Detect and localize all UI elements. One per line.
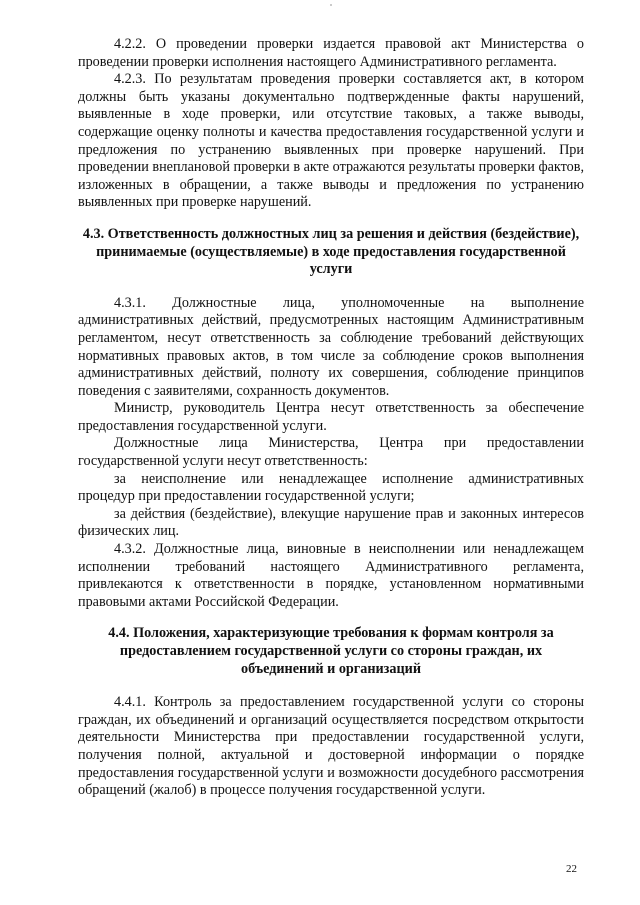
paragraph-officials-responsibility: Должностные лица Министерства, Центра при предоставлении государственной услуги несут ответственность: <box>78 435 584 470</box>
paragraph-actions-inaction: за действия (бездействие), влекущие нарушение прав и законных интересов физических лиц. <box>78 505 584 540</box>
section-4-4-title: 4.4. Положения, характеризующие требования к формам контроля за предоставлением государственной услуги со стороны граждан, их объединений и организаций <box>108 625 554 677</box>
paragraph-4-2-3: 4.2.3. По результатам проведения проверки составляется акт, в котором должны быть указаны документально подтвержденные факты нарушений, выявленные в ходе проверки, или отсутствие таковых, а также выводы, содержащие оценку полноты и качества предоставления государственной услуги и предложения по устранению выявленных при проверке нарушений. При проведении внеплановой проверки в акте отражаются результаты проверки фактов, изложенных в обращении, а также выводы и предложения по устранению выявленных при проверке нарушений. <box>78 71 584 211</box>
scan-mark <box>330 4 332 6</box>
paragraph-4-2-2: 4.2.2. О проведении проверки издается правовой акт Министерства о проведении проверки исполнения настоящего Административного регламента. <box>78 36 584 70</box>
page-number: 22 <box>566 863 577 875</box>
paragraph-minister-responsibility: Министр, руководитель Центра несут ответственность за обеспечение предоставления государственной услуги. <box>78 400 584 434</box>
paragraph-nonfulfillment: за неисполнение или ненадлежащее исполнение административных процедур при предоставлении государственной услуги; <box>78 470 584 505</box>
section-4-3-title: 4.3. Ответственность должностных лиц за решения и действия (бездействие), принимаемые (осуществляемые) в ходе предоставления государственной услуги <box>82 225 580 278</box>
paragraph-4-4-1: 4.4.1. Контроль за предоставлением государственной услуги со стороны граждан, их объединений и организаций осуществляется посредством открытости деятельности Министерства при предоставлении государственной услуги, получения полной, актуальной и достоверной информации о порядке предоставления государственной услуги и возможности досудебного рассмотрения обращений (жалоб) в процессе получения государственной услуги. <box>78 694 584 799</box>
document-body <box>78 36 584 800</box>
paragraph-4-3-1: 4.3.1. Должностные лица, уполномоченные на выполнение административных действий, предусмотренных настоящим Административным регламентом, несут ответственность за соблюдение требований действующих нормативных правовых актов, в том числе за соблюдение сроков выполнения административных действий, полноту их совершения, соблюдение принципов поведения с заявителями, сохранность документов. <box>78 294 584 399</box>
paragraph-4-3-2: 4.3.2. Должностные лица, виновные в неисполнении или ненадлежащем исполнении требований настоящего Административного регламента, привлекаются к ответственности в порядке, установленном нормативными правовыми актами Российской Федерации. <box>78 541 584 610</box>
